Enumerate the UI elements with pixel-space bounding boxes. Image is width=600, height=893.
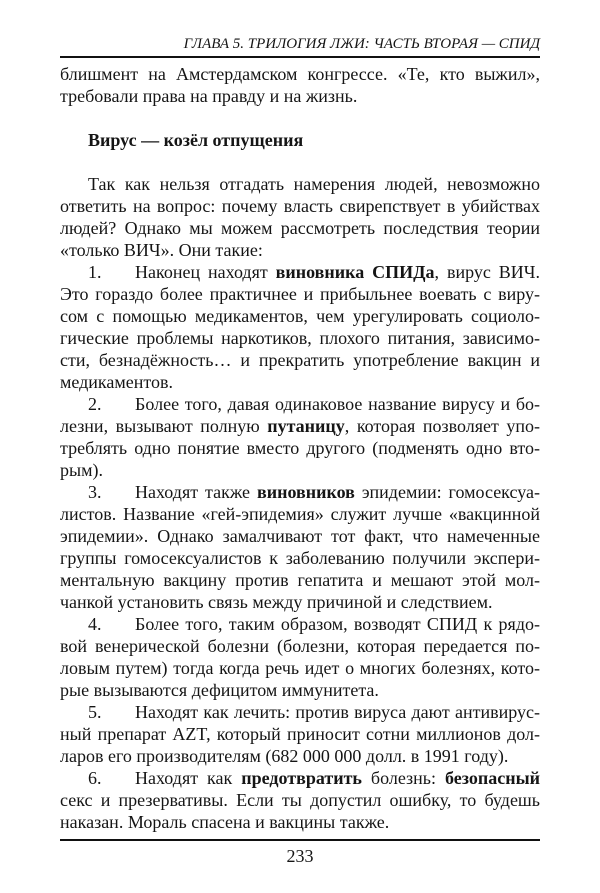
page-column [60,34,540,867]
list-item-line [60,481,540,503]
list-item-text [135,701,540,723]
text-line [60,283,540,305]
list-number: 3. [88,482,102,502]
text-segment: наказан. Мораль спасена и вакцины также. [60,812,390,832]
text-line [60,789,540,811]
text-segment: требовали права на правду и на жизнь. [60,86,358,106]
bold-text: путаницу [267,416,345,436]
text-line [60,569,540,591]
running-header: ГЛАВА 5. ТРИЛОГИЯ ЛЖИ: ЧАСТЬ ВТОРАЯ — СПИД [183,36,540,52]
text-line [60,547,540,569]
list-item-line [60,261,540,283]
list-item-line [60,613,540,635]
list-item-line [60,393,540,415]
text-line [60,305,540,327]
list-number: 1. [88,262,102,282]
text-segment: Так как нельзя отгадать намерения людей, невозможно [88,174,540,194]
text-segment: рым). [60,460,103,480]
text-line [60,723,540,745]
list-item-text [135,393,540,415]
text-segment: Находят также [135,482,257,502]
page-number: 233 [286,846,314,866]
list-item-line [60,701,540,723]
text-segment: Более того, таким образом, возводят СПИД к рядо- [135,614,540,634]
text-segment: треблять одно понятие вместо другого (подменять одно вто- [60,438,540,458]
list-number: 4. [88,614,102,634]
text-line [60,195,540,217]
text-segment: группы гомосексуалистов к заболеванию получили экспери- [60,548,540,568]
section-heading: Вирус — козёл отпущения [88,130,304,150]
text-line [60,371,540,393]
section-body [60,173,540,833]
bold-text: виновников [256,482,355,502]
text-line [60,525,540,547]
list-item-line [60,767,540,789]
text-line [60,591,540,613]
text-line [60,811,540,833]
text-segment: ный препарат AZT, который приносит сотни миллионов дол- [60,724,540,744]
footer-rule [60,839,540,841]
text-segment: вой венерической болезни (болезни, которая передается по- [60,636,540,656]
text-segment: листов. Название «гей-эпидемия» служит лучше «вакцинной [60,504,540,524]
text-segment: Находят как лечить: против вируса дают антивирус- [135,702,540,722]
text-segment: эпидемии». Однако замалчивают тот факт, что намеченные [60,526,540,546]
text-line [60,503,540,525]
text-segment: Это гораздо более практичнее и прибыльнее воевать с виру- [60,284,540,304]
text-segment: Более того, давая одинаковое название вирусу и бо- [135,394,540,414]
text-segment: секс и презервативы. Если ты допустил ошибку, то будешь [60,790,540,810]
text-line [60,217,540,239]
text-segment: медикаментов. [60,372,174,392]
text-segment: ловым путем) тогда когда речь идет о многих болезнях, кото- [60,658,540,678]
text-segment: ответить на вопрос: почему власть свирепствует в убийствах [60,196,540,216]
text-segment: , которая позволяет упо- [344,416,541,436]
text-line [60,327,540,349]
text-line [60,63,540,85]
text-segment: ментальную вакцину против гепатита и мешают этой мол- [60,570,540,590]
bold-text: предотвратить [241,768,362,788]
text-line [60,635,540,657]
text-line [60,349,540,371]
text-line [60,437,540,459]
list-number: 5. [88,702,102,722]
continued-paragraph [60,63,540,107]
text-line [60,85,540,107]
list-item-text [135,261,540,283]
text-line [60,173,540,195]
text-segment: сом с помощью медикаментов, чем урегулировать социоло- [60,306,540,326]
text-segment: блишмент на Амстердамском конгрессе. «Те, кто выжил», [60,64,540,84]
text-line [60,679,540,701]
text-segment: болезнь: [361,768,445,788]
text-line [60,415,540,437]
text-segment: сти, безнадёжность… и прекратить употребление вакцин и [60,350,540,370]
text-segment: людей? Однако мы можем рассмотреть последствия теории [60,218,540,238]
header-rule [60,56,540,58]
text-line [60,459,540,481]
text-line [60,745,540,767]
text-segment: рые вызываются дефицитом иммунитета. [60,680,379,700]
text-segment: ларов его производителям (682 000 000 долл. в 1991 году). [60,746,509,766]
bold-text: безопасный [444,768,540,788]
list-number: 2. [88,394,102,414]
text-segment: «только ВИЧ». Они такие: [60,240,263,260]
list-item-text [135,613,540,635]
text-line [60,657,540,679]
bold-text: виновника СПИДа [275,262,435,282]
text-segment: Наконец находят [135,262,276,282]
text-segment: эпидемии: гомосексуа- [354,482,540,502]
text-segment: , вирус ВИЧ. [434,262,540,282]
text-line [60,239,540,261]
text-segment: Находят как [135,768,242,788]
text-segment: чанкой установить связь между причиной и следствием. [60,592,493,612]
list-number: 6. [88,768,102,788]
list-item-text [135,481,540,503]
list-item-text [135,767,540,789]
text-segment: гические проблемы наркотиков, плохого питания, зависимо- [60,328,540,348]
text-segment: лезни, вызывают полную [60,416,268,436]
